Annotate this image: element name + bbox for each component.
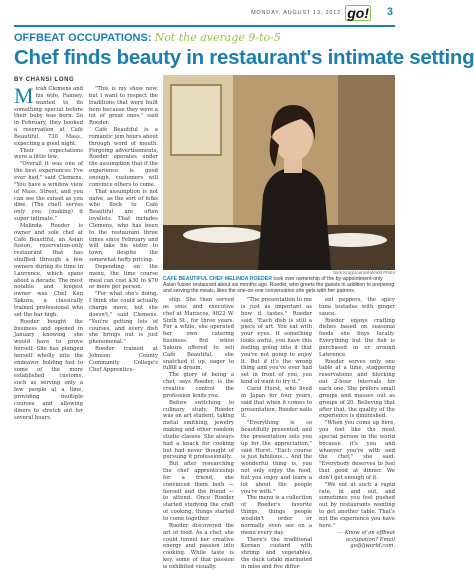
article-paragraph: "Overall it was one of the best experiences I've ever had," said Clemens. "You have a window view of Mass. Street, and you can see the sunset as you dine. (The chef) serves only you, (making) it super intimate." xyxy=(14,161,83,223)
article-column-3 xyxy=(163,297,234,571)
article-paragraph: Their expectations were a little low. xyxy=(14,147,83,161)
photo-credit: Nick Krug/Journal-World Photo xyxy=(333,270,395,275)
article-paragraph: The menu is a collection of Roeder's favorite things, things people wouldn't order or normally even see on a menu every day. xyxy=(241,495,312,536)
article-signoff: — Know of an offbeat occupation? Email go@ljworld.com. xyxy=(337,529,395,550)
drop-cap: M xyxy=(14,83,34,108)
header-rule xyxy=(14,25,395,27)
caption-lead: CAFE BEAUTIFUL CHEF MELINDA ROEDER xyxy=(163,276,272,282)
article-column-2 xyxy=(89,86,158,373)
article-paragraph: That assumption is not naive, as the sort of folks who flock to Café Beautiful are often loyalists. That includes Clemens, who has been to the restaurant three times since February and will take his sister to town, despite the somewhat hefty pricing. xyxy=(89,188,158,264)
byline: BY CHANSI LONG xyxy=(14,77,75,83)
article-paragraph: "This is my show now, but I want to respect the traditions that were built here because they were a lot of great ones," said Roeder. xyxy=(89,86,158,127)
section-title: OFFBEAT OCCUPATIONS: xyxy=(14,32,152,44)
article-paragraph: ent peppers, the spicy tuna tostadas with ginger sauce. xyxy=(319,297,395,317)
article-paragraph: Roeder serves only one table at a time, staggering reservations and blocking out 2-hour intervals for each one. She prefers small groups and masses out as groups of 20. Believing that after that, the quality of the experience is diminished. xyxy=(319,358,395,420)
page-number: 3 xyxy=(386,6,393,18)
article-paragraph: The glory of being a chef, says Roeder, is the creative control the profession lends you. xyxy=(163,372,234,399)
article-paragraph: "The presentation to me is just as important as how it tastes," Roeder said. "Each dish is still a piece of art. You eat with your eyes. If something looks awful, you have this feeling going into it that you're not going to enjoy it. But if it's the wrong thing and you've ever had set in front of you, you kind of want to try it." xyxy=(241,297,312,386)
photo-caption xyxy=(163,276,395,295)
article-column-1 xyxy=(14,83,83,421)
article-paragraph: Roeder enjoys crafting dishes based on seasonal foods she buys locally. Everything but the fish is purchased in or around Lawrence. xyxy=(319,317,395,358)
caption-text: took over ownership of the by-appointment-only Asian fusion restaurant about six months ago. Roeder, who greets the guests in addition to preparing and serving the meals, likes the one-on-one conversation she gets with her patrons. xyxy=(163,276,395,295)
article-paragraph: Carol Hurst, who lived in Japan for four years, said that when it comes to presentation, Roeder nails it. xyxy=(241,385,312,420)
article-paragraph: There's the traditional Korean custard with shrimp and vegetables, the duck tataki marinated in miso and five differ- xyxy=(241,536,312,570)
article-column-5 xyxy=(319,297,395,550)
article-paragraph: ship. She then served as sous and executive chef at Mariscos, 4822 W. Sixth St., for three years. For a while, she operated her own catering business. But when Sakura offered to sell Café Beautiful, she snatched it up, eager to fulfill a dream. xyxy=(163,297,234,372)
issue-date: MONDAY, AUGUST 13, 2012 xyxy=(251,10,341,16)
article-paragraph: "When you come up here, you feel like the most special person in the world because it's you and whoever you're with and the chef," she said. "Everybody deserves to feel that good at dinner. We don't get enough of it. xyxy=(319,420,395,481)
section-label xyxy=(14,31,281,44)
article-paragraph: Micah Clemens and his wife, Fanney, wanted to do something special before their baby was born. So in February, they booked a reservation at Café Beautiful, 730 Mass., expecting a good night. xyxy=(14,83,83,147)
chef-photo-illustration xyxy=(163,75,395,270)
article-paragraph: "We eat at such a rapid rate, in and out, and sometimes you feel pushed out by restaurants wanting to get another table. That's not the experience you have here." xyxy=(319,481,395,529)
section-subtitle: Not the average 9-to-5 xyxy=(154,31,281,44)
article-paragraph: Depending on the menu, the time course meal can cost $30 to $70 or more per person. xyxy=(89,263,158,291)
article-paragraph: Roeder trained at Johnson County Community College's Chef Apprentice- xyxy=(89,346,158,373)
article-column-4 xyxy=(241,297,312,571)
article-paragraph: Roeder discovered the art of food. As a chef, she could funnel her creative energy and passion into cooking. While taste is key, some of that passion is exhibited visually. xyxy=(163,522,234,570)
article-paragraph: "Everything is so beautifully presented, and the presentation sets you up for the appreciation," said Hurst. "Each course is just fabulous.... And the wonderful thing is, you not only enjoy the food, but you enjoy and learn a lot about the people you're with." xyxy=(241,420,312,495)
article-paragraph: Before switching to culinary study, Roeder was an art student, taking metal smithing, jewelry making and other random studio classes. She always had a knack for cooking but had never thought of pursuing it professionally. xyxy=(163,399,234,461)
page-header xyxy=(14,4,395,22)
go-logo: go! xyxy=(347,5,369,21)
article-paragraph: Roeder bought the business and opened in January knowing she would have to prove herself. She has plunged herself wholly into the endeavor, holding fast to some of the more established customs, such as serving only a few people at a time, providing multiple courses and allowing diners to stretch out for several hours. xyxy=(14,318,83,421)
headline: Chef finds beauty in restaurant's intimate setting xyxy=(14,46,474,69)
article-paragraph: Melinda Roeder is owner and sole chef at Café Beautiful, an Asian fusion, reservation-only restaurant that has shuffled through a few owners during its time in Lawrence, which spans about a decade. The most notable and longest owner was Chef Ken Sakura, a classically trained professional who set the bar high. xyxy=(14,222,83,318)
article-paragraph: "For what she's doing, I think she could actually charge more, but she doesn't," said Clemens. "You're getting lots of courses, and every dish she brings out is just phenomenal." xyxy=(89,291,158,346)
article-paragraph: Café Beautiful is a romantic jem hours about through word of mouth. Forgoing advertisements, Roeder operates under the assumption that if the experience is good enough, customers will convince others to come. xyxy=(89,127,158,188)
article-paragraph: But after researching the chef apprenticeship for a friend, she convinced them both — herself and the friend — to attend. Once Roeder started studying the craft of cooking, things started to come together. xyxy=(163,461,234,522)
chef-photo xyxy=(163,75,395,270)
